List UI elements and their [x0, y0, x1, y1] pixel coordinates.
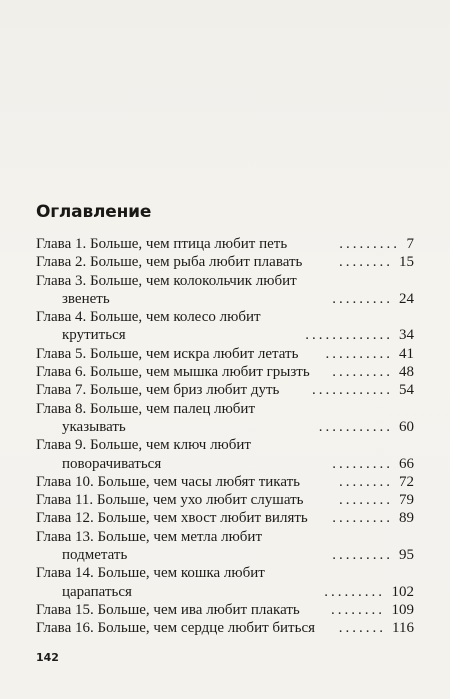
toc-entry-title: Глава 15. Больше, чем ива любит плакать	[36, 601, 300, 618]
dot-leader: .........	[332, 364, 393, 381]
toc-entry-page: 24	[399, 290, 414, 307]
toc-entry-title: указывать	[62, 418, 126, 435]
toc-entry-continuation	[36, 418, 414, 436]
toc-entry-title: подметать	[62, 547, 128, 564]
toc-entry-continuation	[36, 546, 414, 564]
toc-entry-title: Глава 1. Больше, чем птица любит петь	[36, 236, 288, 252]
toc-entry-page: 109	[391, 601, 414, 618]
toc-entry-title: Глава 2. Больше, чем рыба любит плавать	[36, 254, 303, 271]
toc-entry-page: 54	[399, 382, 414, 399]
dot-leader: ........	[339, 473, 393, 490]
toc-entry	[36, 564, 414, 582]
toc-entry	[36, 381, 414, 399]
toc-entry-title: Глава 7. Больше, чем бриз любит дуть	[36, 382, 280, 399]
toc-entry	[36, 308, 414, 326]
toc-entry-title: Глава 9. Больше, чем ключ любит	[36, 437, 251, 454]
toc-entry	[36, 601, 414, 619]
toc-entry-title: Глава 13. Больше, чем метла любит	[36, 528, 263, 545]
dot-leader: ..........	[325, 345, 393, 362]
toc-entry-title: Глава 8. Больше, чем палец любит	[36, 400, 256, 417]
toc-entry	[36, 345, 414, 363]
dot-leader: .........	[332, 290, 393, 307]
dot-leader: .........	[332, 547, 393, 564]
toc-entry	[36, 528, 414, 546]
dot-leader: .........	[324, 583, 385, 600]
dot-leader: ...........	[318, 418, 393, 435]
toc-entry	[36, 400, 414, 418]
toc-entry	[36, 235, 414, 253]
dot-leader: .........	[332, 455, 393, 472]
toc-entry-title: Глава 3. Больше, чем колокольчик любит	[36, 272, 297, 289]
toc-entry-title: поворачиваться	[62, 455, 162, 472]
toc-entry	[36, 473, 414, 491]
toc-entry-title: Глава 14. Больше, чем кошка любит	[36, 565, 265, 582]
dot-leader: .......	[338, 620, 386, 637]
toc-entry-page: 72	[399, 473, 414, 490]
toc-entry-page: 79	[399, 492, 414, 509]
toc-entry	[36, 509, 414, 527]
toc-entry-continuation	[36, 583, 414, 601]
toc-entry-page: 89	[399, 510, 414, 527]
toc-entry-page: 15	[399, 254, 414, 271]
toc-entry-continuation	[36, 326, 414, 344]
toc-entry	[36, 436, 414, 454]
toc-entry-page: 95	[399, 547, 414, 564]
dot-leader: ............	[312, 382, 393, 399]
toc-entry-title: Глава 4. Больше, чем колесо любит	[36, 309, 261, 326]
toc-entry-page: 60	[399, 418, 414, 435]
bleed-through-text	[96, 56, 426, 204]
dot-leader: ........	[339, 492, 393, 509]
toc-heading: Оглавление	[36, 202, 152, 222]
toc-entry-page: 102	[391, 583, 414, 600]
table-of-contents	[36, 235, 414, 638]
toc-entry-continuation	[36, 455, 414, 473]
dot-leader: .........	[332, 510, 393, 527]
toc-entry-title: Глава 10. Больше, чем часы любят тикать	[36, 473, 301, 490]
toc-entry-page: 34	[399, 327, 414, 344]
toc-entry-page: 7	[406, 236, 414, 252]
toc-entry-page: 48	[399, 364, 414, 381]
dot-leader: ........	[339, 254, 393, 271]
toc-entry-title: крутиться	[62, 327, 126, 344]
toc-entry-title: Глава 6. Больше, чем мышка любит грызть	[36, 364, 310, 381]
toc-entry-continuation	[36, 290, 414, 308]
toc-entry-title: Глава 12. Больше, чем хвост любит вилять	[36, 510, 308, 527]
toc-entry	[36, 619, 414, 637]
dot-leader: .........	[339, 236, 400, 252]
toc-entry-title: Глава 11. Больше, чем ухо любит слушать	[36, 492, 304, 509]
toc-entry-page: 66	[399, 455, 414, 472]
dot-leader: .............	[305, 327, 393, 344]
toc-entry-title: Глава 16. Больше, чем сердце любит биться	[36, 620, 316, 637]
toc-entry-title: Глава 5. Больше, чем искра любит летать	[36, 345, 299, 362]
dot-leader: ........	[331, 601, 385, 618]
toc-entry	[36, 272, 414, 290]
page-number: 142	[36, 651, 59, 664]
toc-entry	[36, 363, 414, 381]
toc-entry-page: 116	[392, 620, 414, 637]
toc-entry-title: звенеть	[62, 290, 110, 307]
toc-entry-page: 41	[399, 345, 414, 362]
toc-entry	[36, 253, 414, 271]
toc-entry	[36, 491, 414, 509]
toc-entry-title: царапаться	[62, 583, 132, 600]
